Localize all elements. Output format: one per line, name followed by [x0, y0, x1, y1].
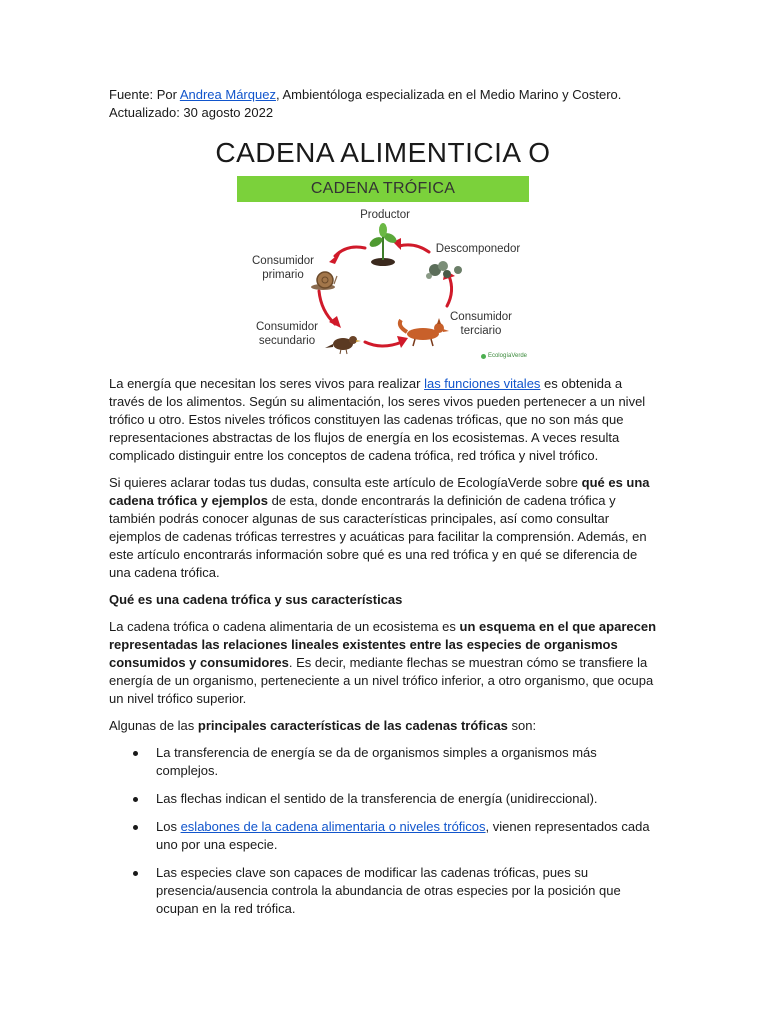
bird-icon	[325, 336, 361, 354]
characteristics-intro	[109, 717, 657, 735]
list-item-text-after: , vienen representados cada uno por una especie.	[156, 819, 650, 852]
vital-functions-link[interactable]: las funciones vitales	[424, 376, 541, 391]
decomposer-icon	[426, 261, 462, 279]
plant-icon	[368, 223, 398, 266]
section-heading: Qué es una cadena trófica y sus características	[109, 592, 403, 607]
list-item	[109, 818, 657, 854]
food-chain-figure	[237, 176, 529, 361]
figure-banner: CADENA TRÓFICA	[237, 176, 529, 202]
bullet-icon	[133, 797, 138, 802]
characteristics-list	[109, 744, 657, 918]
label-productor: Productor	[360, 209, 410, 221]
characteristics-text-before: Algunas de las	[109, 718, 198, 733]
definition-text-after: . Es decir, mediante flechas se muestran cómo se transfiere la energía de un organismo, perteneciente a un nivel trófico inferior, a otro organismo, que ocupa un nivel trófico superior.	[109, 655, 654, 706]
intro-paragraph	[109, 375, 657, 465]
arrow-secundario-to-terciario	[365, 342, 402, 346]
list-item-text: Las especies clave son capaces de modificar las cadenas tróficas, pues su presencia/ausencia controla la abundancia de otras especies por la posición que ocupan en la red trófica.	[156, 865, 621, 916]
label-consumidor-primario: Consumidor primario	[252, 255, 314, 281]
list-item	[109, 744, 657, 780]
article-text-after: de esta, donde encontrarás la definición de cadena trófica y también podrás conocer algunas de sus características principales, así como consultar ejemplos de cadenas tróficas terrestres y acuáticas para facilitar la comprensión. Además, en este artículo encontrarás información sobre qué es una red trófica y en qué se diferencia de una cadena trófica.	[109, 493, 647, 580]
source-line	[109, 86, 657, 122]
trophic-levels-link[interactable]: eslabones de la cadena alimentaria o niveles tróficos	[180, 819, 486, 834]
article-bold-phrase: qué es una cadena trófica y ejemplos	[109, 475, 650, 508]
article-paragraph	[109, 474, 657, 582]
intro-text-after: es obtenida a través de los alimentos. Según su alimentación, los seres vivos pueden pertenecer a un nivel trófico u otro. Estos niveles tróficos constituyen las cadenas tróficas, que no son más que representaciones abstractas de los flujos de energía en los ecosistemas. A veces resulta complicado distinguir entre los conceptos de cadena trófica, red trófica y nivel trófico.	[109, 376, 646, 463]
bullet-icon	[133, 871, 138, 876]
intro-text-before: La energía que necesitan los seres vivos para realizar	[109, 376, 425, 391]
source-prefix: Fuente: Por	[109, 87, 180, 102]
bullet-icon	[133, 825, 138, 830]
bullet-icon	[133, 751, 138, 756]
definition-paragraph	[109, 618, 657, 708]
list-item-text: La transferencia de energía se da de organismos simples a organismos más complejos.	[156, 745, 597, 778]
source-suffix: , Ambientóloga especializada en el Medio Marino y Costero. Actualizado: 30 agosto 2022	[109, 87, 622, 120]
list-item-text-before: Los	[156, 819, 181, 834]
brand-name: EcologíaVerde	[487, 353, 527, 359]
characteristics-bold-phrase: principales características de las cadenas tróficas	[197, 718, 508, 733]
label-descomponedor: Descomponedor	[435, 243, 521, 255]
list-item	[109, 790, 657, 808]
leaf-icon	[481, 354, 486, 359]
page-title: CADENA ALIMENTICIA O	[215, 137, 551, 168]
brand-logo	[481, 353, 527, 359]
list-item	[109, 864, 657, 918]
list-item-text: Las flechas indican el sentido de la transferencia de energía (unidireccional).	[156, 791, 598, 806]
definition-bold-phrase: un esquema en el que aparecen representadas las relaciones lineales existentes entre las especies de organismos consumidos y consumidores	[109, 619, 657, 670]
article-text-before: Si quieres aclarar todas tus dudas, consulta este artículo de EcologíaVerde sobre	[109, 475, 582, 490]
label-consumidor-terciario: Consumidor terciario	[450, 311, 512, 337]
arrow-terciario-to-descomponedor	[447, 276, 452, 306]
document-page	[109, 86, 657, 928]
arrow-descomponedor-to-productor	[399, 245, 429, 252]
label-consumidor-secundario: Consumidor secundario	[256, 321, 318, 347]
author-link[interactable]: Andrea Márquez	[179, 87, 276, 102]
definition-text-before: La cadena trófica o cadena alimentaria de un ecosistema es	[109, 619, 460, 634]
characteristics-text-after: son:	[507, 718, 537, 733]
